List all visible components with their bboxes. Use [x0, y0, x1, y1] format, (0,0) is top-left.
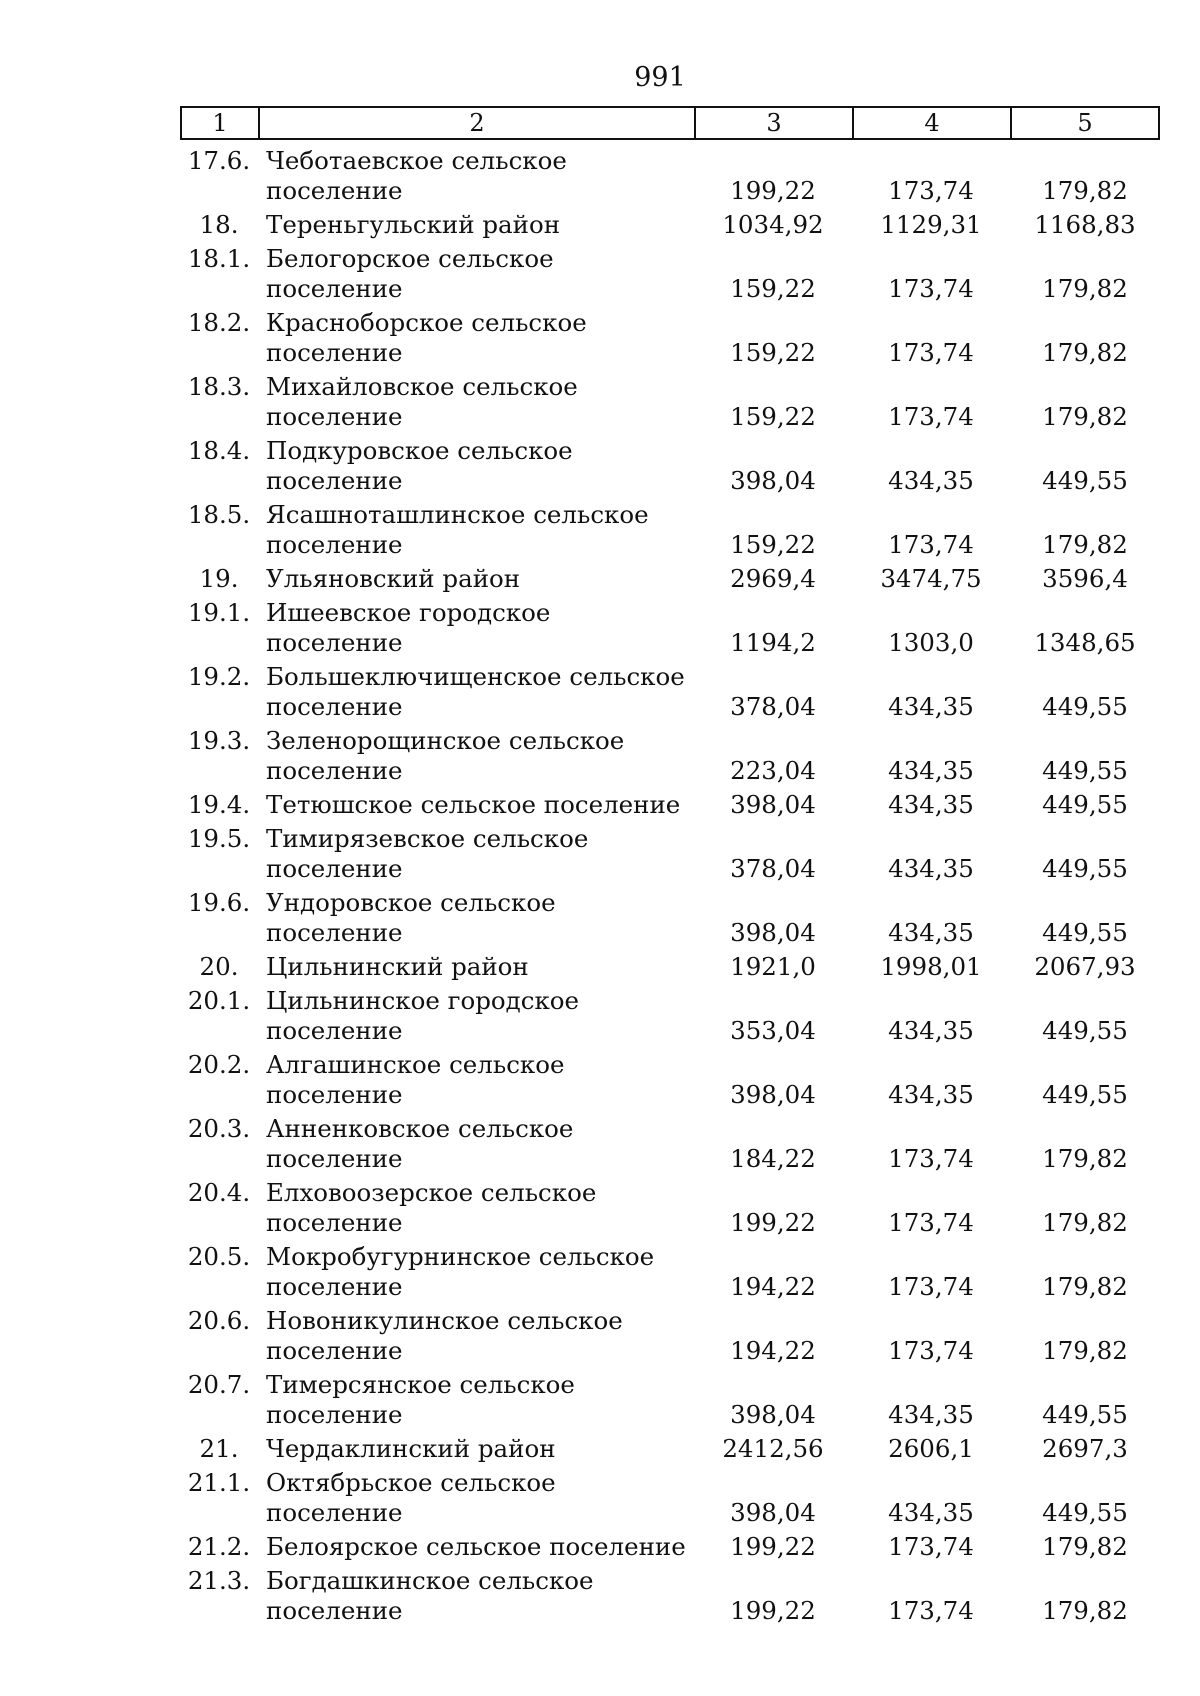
table-row [180, 244, 1160, 304]
row-value-5: 179,82 [1042, 274, 1128, 303]
row-number: 18.1. [187, 244, 251, 273]
row-name: Октябрьское сельское поселение [266, 1468, 556, 1527]
row-number: 19.4. [187, 790, 251, 819]
row-value-5: 179,82 [1042, 1208, 1128, 1237]
table-row [180, 1306, 1160, 1366]
table-row [180, 952, 1160, 982]
row-name: Тетюшское сельское поселение [266, 790, 681, 819]
row-value-3: 199,22 [730, 1208, 816, 1237]
row-value-4: 173,74 [888, 1532, 974, 1561]
row-value-5: 179,82 [1042, 1144, 1128, 1173]
row-number: 19. [199, 564, 239, 593]
row-number: 21. [199, 1434, 239, 1463]
row-value-4: 2606,1 [888, 1434, 974, 1463]
table-row [180, 564, 1160, 594]
column-header-2: 2 [260, 108, 696, 138]
row-name: Подкуровское сельское поселение [266, 436, 573, 495]
table-row [180, 1566, 1160, 1626]
row-value-4: 1129,31 [880, 210, 982, 239]
row-value-5: 449,55 [1042, 1080, 1128, 1109]
row-name: Тимирязевское сельское поселение [266, 824, 589, 883]
table-row [180, 598, 1160, 658]
row-value-5: 1348,65 [1034, 628, 1136, 657]
row-value-4: 434,35 [888, 854, 974, 883]
row-value-4: 173,74 [888, 1336, 974, 1365]
row-value-4: 173,74 [888, 1208, 974, 1237]
row-value-5: 179,82 [1042, 1596, 1128, 1625]
row-name: Ундоровское сельское поселение [266, 888, 556, 947]
row-value-3: 398,04 [730, 1400, 816, 1429]
row-value-4: 173,74 [888, 274, 974, 303]
row-name: Зеленорощинское сельское поселение [266, 726, 625, 785]
row-value-4: 1303,0 [888, 628, 974, 657]
row-name: Ясашноташлинское сельское поселение [266, 500, 649, 559]
row-value-3: 1194,2 [730, 628, 816, 657]
row-number: 20.7. [187, 1370, 251, 1399]
row-name: Чердаклинский район [266, 1434, 556, 1463]
row-number: 21.3. [187, 1566, 251, 1595]
row-number: 20. [199, 952, 239, 981]
row-value-5: 179,82 [1042, 1272, 1128, 1301]
row-value-4: 434,35 [888, 1016, 974, 1045]
row-value-3: 398,04 [730, 1080, 816, 1109]
row-value-4: 173,74 [888, 338, 974, 367]
row-value-4: 434,35 [888, 692, 974, 721]
column-header-3: 3 [696, 108, 854, 138]
row-value-5: 179,82 [1042, 338, 1128, 367]
row-number: 20.2. [187, 1050, 251, 1079]
row-value-3: 194,22 [730, 1272, 816, 1301]
row-number: 18.4. [187, 436, 251, 465]
row-number: 19.1. [187, 598, 251, 627]
row-value-4: 434,35 [888, 466, 974, 495]
row-value-5: 449,55 [1042, 790, 1128, 819]
row-value-5: 179,82 [1042, 1336, 1128, 1365]
row-name: Алгашинское сельское поселение [266, 1050, 565, 1109]
row-number: 20.1. [187, 986, 251, 1015]
row-value-5: 2697,3 [1042, 1434, 1128, 1463]
table-row [180, 436, 1160, 496]
table-row [180, 1370, 1160, 1430]
row-value-3: 199,22 [730, 176, 816, 205]
column-header-1: 1 [182, 108, 260, 138]
row-value-5: 449,55 [1042, 1400, 1128, 1429]
table-row [180, 500, 1160, 560]
table-header [180, 106, 1160, 140]
row-value-3: 184,22 [730, 1144, 816, 1173]
row-number: 21.1. [187, 1468, 251, 1497]
row-number: 19.2. [187, 662, 251, 691]
row-number: 19.3. [187, 726, 251, 755]
row-name: Богдашкинское сельское поселение [266, 1566, 594, 1625]
row-value-4: 173,74 [888, 1272, 974, 1301]
row-number: 18.3. [187, 372, 251, 401]
row-value-3: 1034,92 [722, 210, 824, 239]
table-row [180, 986, 1160, 1046]
row-name: Цильнинское городское поселение [266, 986, 580, 1045]
row-name: Большеключищенское сельское поселение [266, 662, 685, 721]
row-name: Михайловское сельское поселение [266, 372, 578, 431]
row-value-5: 179,82 [1042, 1532, 1128, 1561]
table-row [180, 210, 1160, 240]
row-value-5: 449,55 [1042, 854, 1128, 883]
row-value-4: 3474,75 [880, 564, 982, 593]
row-value-3: 2412,56 [722, 1434, 824, 1463]
table-row [180, 1242, 1160, 1302]
row-value-5: 449,55 [1042, 756, 1128, 785]
row-value-3: 378,04 [730, 854, 816, 883]
row-value-3: 159,22 [730, 402, 816, 431]
row-name: Цильнинский район [266, 952, 529, 981]
table-row [180, 1050, 1160, 1110]
row-value-5: 449,55 [1042, 918, 1128, 947]
row-name: Мокробугурнинское сельское поселение [266, 1242, 655, 1301]
row-value-4: 434,35 [888, 1498, 974, 1527]
row-value-4: 173,74 [888, 1596, 974, 1625]
row-number: 18.2. [187, 308, 251, 337]
row-name: Новоникулинское сельское поселение [266, 1306, 623, 1365]
row-value-5: 449,55 [1042, 692, 1128, 721]
row-name: Елховоозерское сельское поселение [266, 1178, 597, 1237]
row-name: Белогорское сельское поселение [266, 244, 554, 303]
row-value-3: 1921,0 [730, 952, 816, 981]
row-name: Красноборское сельское поселение [266, 308, 587, 367]
row-value-5: 449,55 [1042, 1498, 1128, 1527]
table-row [180, 308, 1160, 368]
row-name: Ишеевское городское поселение [266, 598, 551, 657]
row-name: Тереньгульский район [266, 210, 561, 239]
table-row [180, 1178, 1160, 1238]
row-value-3: 223,04 [730, 756, 816, 785]
row-number: 19.5. [187, 824, 251, 853]
row-name: Ульяновский район [266, 564, 521, 593]
table-row [180, 1468, 1160, 1528]
row-value-3: 398,04 [730, 918, 816, 947]
row-value-3: 398,04 [730, 1498, 816, 1527]
row-number: 20.3. [187, 1114, 251, 1143]
row-value-4: 173,74 [888, 1144, 974, 1173]
table-row [180, 824, 1160, 884]
table-row [180, 888, 1160, 948]
row-value-5: 2067,93 [1034, 952, 1136, 981]
row-number: 18.5. [187, 500, 251, 529]
row-value-3: 199,22 [730, 1532, 816, 1561]
table-row [180, 1434, 1160, 1464]
row-value-3: 378,04 [730, 692, 816, 721]
row-value-5: 179,82 [1042, 176, 1128, 205]
row-value-3: 353,04 [730, 1016, 816, 1045]
table-row [180, 372, 1160, 432]
row-number: 21.2. [187, 1532, 251, 1561]
row-value-4: 173,74 [888, 530, 974, 559]
table-row [180, 1532, 1160, 1562]
row-name: Тимерсянское сельское поселение [266, 1370, 575, 1429]
row-value-4: 434,35 [888, 790, 974, 819]
row-value-4: 173,74 [888, 402, 974, 431]
row-value-3: 159,22 [730, 338, 816, 367]
row-number: 20.4. [187, 1178, 251, 1207]
row-value-5: 179,82 [1042, 402, 1128, 431]
row-value-5: 449,55 [1042, 466, 1128, 495]
row-value-5: 1168,83 [1034, 210, 1136, 239]
row-number: 20.5. [187, 1242, 251, 1271]
table-body [180, 146, 1160, 1630]
row-value-5: 3596,4 [1042, 564, 1128, 593]
row-value-3: 159,22 [730, 274, 816, 303]
table-row [180, 662, 1160, 722]
table-row [180, 146, 1160, 206]
row-value-5: 179,82 [1042, 530, 1128, 559]
row-value-4: 1998,01 [880, 952, 982, 981]
table-row [180, 726, 1160, 786]
column-header-4: 4 [854, 108, 1012, 138]
row-value-3: 398,04 [730, 790, 816, 819]
row-name: Чеботаевское сельское поселение [266, 146, 567, 205]
row-name: Анненковское сельское поселение [266, 1114, 574, 1173]
row-value-4: 434,35 [888, 1080, 974, 1109]
table-row [180, 790, 1160, 820]
row-value-4: 173,74 [888, 176, 974, 205]
table-row [180, 1114, 1160, 1174]
row-number: 18. [199, 210, 239, 239]
row-value-3: 194,22 [730, 1336, 816, 1365]
row-value-4: 434,35 [888, 918, 974, 947]
row-number: 19.6. [187, 888, 251, 917]
column-header-5: 5 [1077, 109, 1093, 137]
row-value-3: 2969,4 [730, 564, 816, 593]
row-value-4: 434,35 [888, 756, 974, 785]
row-value-5: 449,55 [1042, 1016, 1128, 1045]
row-value-4: 434,35 [888, 1400, 974, 1429]
row-number: 20.6. [187, 1306, 251, 1335]
row-value-3: 398,04 [730, 466, 816, 495]
row-value-3: 159,22 [730, 530, 816, 559]
row-number: 17.6. [187, 146, 251, 175]
row-value-3: 199,22 [730, 1596, 816, 1625]
row-name: Белоярское сельское поселение [266, 1532, 686, 1561]
page-number: 991 [634, 62, 686, 93]
